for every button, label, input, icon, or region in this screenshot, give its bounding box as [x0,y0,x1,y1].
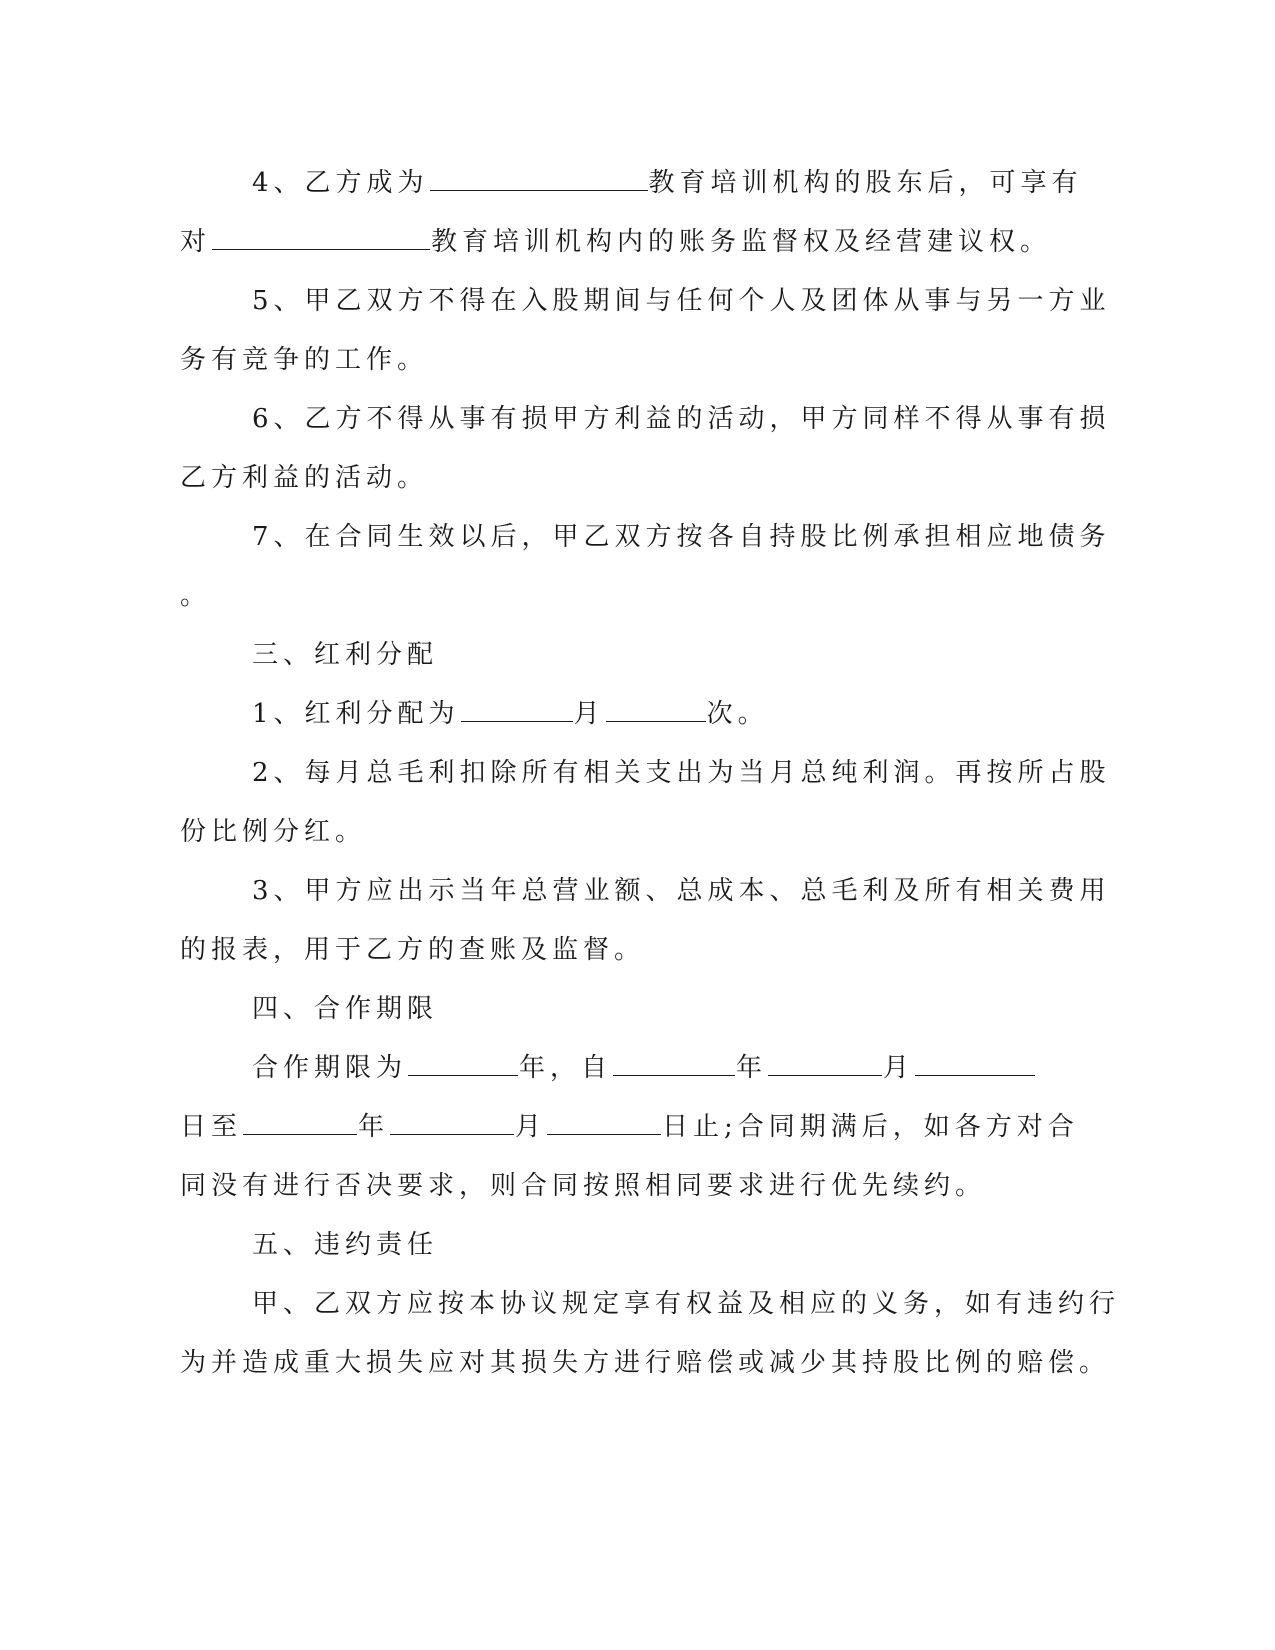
blank-end-month [390,1110,514,1135]
term-text-c: 年 [736,1053,768,1083]
term-line-3: 同没有进行否决要求，则合同按照相同要求进行优先续约。 [180,1171,987,1201]
clause-4-line-1 [252,166,1083,200]
dividend-clause-1 [252,697,769,731]
dividend-clause-2-line-2: 份比例分红。 [180,817,367,847]
dividend-text-c: 次。 [706,699,769,729]
blank-start-year [613,1051,735,1076]
clause-5-line-2: 务有竞争的工作。 [180,345,429,375]
clause-4-text-d: 教育培训机构内的账务监督权及经营建议权。 [431,227,1052,257]
section-3-heading: 三、红利分配 [252,640,439,670]
blank-end-day [547,1110,661,1135]
clause-4-line-2 [180,225,1051,259]
clause-4-text-c: 对 [180,227,212,257]
clause-7-line-1: 7、在合同生效以后，甲乙双方按各自持股比例承担相应地债务 [252,522,1111,552]
term-text-a: 合作期限为 [252,1053,408,1083]
term-line-1 [252,1051,1036,1085]
term-text-e: 日至 [180,1112,243,1142]
clause-6-line-1: 6、乙方不得从事有损甲方利益的活动，甲方同样不得从事有损 [252,404,1111,434]
dividend-text-a: 1、红利分配为 [252,699,460,729]
dividend-clause-2-line-1: 2、每月总毛利扣除所有相关支出为当月总纯利润。再按所占股 [252,758,1111,788]
blank-dividend-times [606,697,706,722]
blank-institution-name-2 [212,225,430,250]
dividend-clause-3-line-1: 3、甲方应出示当年总营业额、总成本、总毛利及所有相关费用 [252,876,1111,906]
blank-end-year [243,1110,357,1135]
section-5-heading: 五、违约责任 [252,1230,439,1260]
term-text-f: 年 [358,1112,390,1142]
dividend-clause-3-line-2: 的报表，用于乙方的查账及监督。 [180,935,646,965]
section-4-heading: 四、合作期限 [252,994,439,1024]
term-text-b: 年，自 [519,1053,613,1083]
blank-start-month [768,1051,882,1076]
dividend-text-b: 月 [573,699,605,729]
term-text-g: 月 [515,1112,547,1142]
clause-5-line-1: 5、甲乙双方不得在入股期间与任何个人及团体从事与另一方业 [252,286,1111,316]
term-text-d: 月 [883,1053,915,1083]
clause-4-text-a: 4、乙方成为 [252,168,429,198]
clause-6-line-2: 乙方利益的活动。 [180,463,429,493]
blank-institution-name-1 [430,166,648,191]
clause-7-line-2: 。 [180,581,212,611]
term-line-2 [180,1110,1079,1144]
blank-start-day [915,1051,1035,1076]
blank-dividend-months [461,697,573,722]
blank-term-years [408,1051,518,1076]
liability-line-2: 为并造成重大损失应对其损失方进行赔偿或减少其持股比例的赔偿。 [180,1348,1111,1378]
term-text-h: 日止;合同期满后，如各方对合 [662,1112,1079,1142]
liability-line-1: 甲、乙双方应按本协议规定享有权益及相应的义务，如有违约行 [252,1289,1121,1319]
clause-4-text-b: 教育培训机构的股东后，可享有 [648,168,1083,198]
